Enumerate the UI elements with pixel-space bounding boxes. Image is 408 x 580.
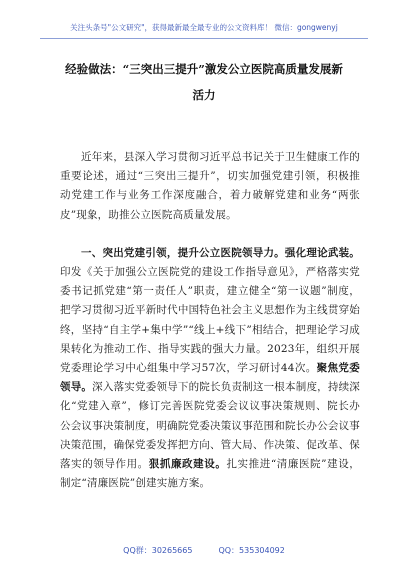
section-1-paragraph [60, 244, 360, 494]
document-body [60, 148, 360, 493]
section-1-body-2: 深入落实党委领导下的院长负责制这一根本制度，持续深化“党建入章”，修订完善医院党委会议议事决策规则、院长办公会议事决策制度，明确院党委决策议事范围和院长办公会议事决策范围，确保党委发挥把方向、管大局、作决策、促改革、保落实的领导作用。 [60, 381, 361, 471]
footer-qq-group: QQ群：30265665 [123, 546, 193, 555]
footer-contact [40, 544, 368, 558]
footer-qq: QQ：535304092 [218, 546, 285, 555]
intro-paragraph: 近年来，县深入学习贯彻习近平总书记关于卫生健康工作的重要论述，通过“三突出三提升”，切实加强党建引领，积极推动党建工作与业务工作深度融合，着力破解党建和业务“两张皮”现象，助推公立医院高质量发展。 [60, 151, 360, 221]
section-1-lead-3: 狠抓廉政建设。 [148, 458, 227, 471]
section-1-body-3: 扎实推进“清廉医院”建设，制定“清廉医院”创建实施方案。 [60, 458, 361, 490]
header-divider [40, 38, 368, 39]
header-banner: 关注头条号"公文研究"，获得最新最全最专业的公文资料库！ 微信：gongwenyj [70, 23, 338, 32]
section-1-body-1: 印发《关于加强公立医院党的建设工作指导意见》，严格落实党委书记抓党建“第一责任人”职责，建立健全“第一议题”制度，把学习贯彻习近平新时代中国特色社会主义思想作为主线贯穿始终，坚持“自主学+集中学”“线上+线下”相结合，把理论学习成果转化为推动工作、指导实践的强大力量。2023年，组织开展党委理论学习中心组集中学习57次，学习研讨44次。 [60, 266, 360, 375]
document-title: 经验做法：“三突出三提升”激发公立医院高质量发展新活力 [65, 62, 343, 102]
section-1-lead-2: 聚焦党委领导。 [60, 362, 360, 394]
section-1-heading: 一、突出党建引领，提升公立医院领导力。强化理论武装。 [81, 246, 360, 259]
